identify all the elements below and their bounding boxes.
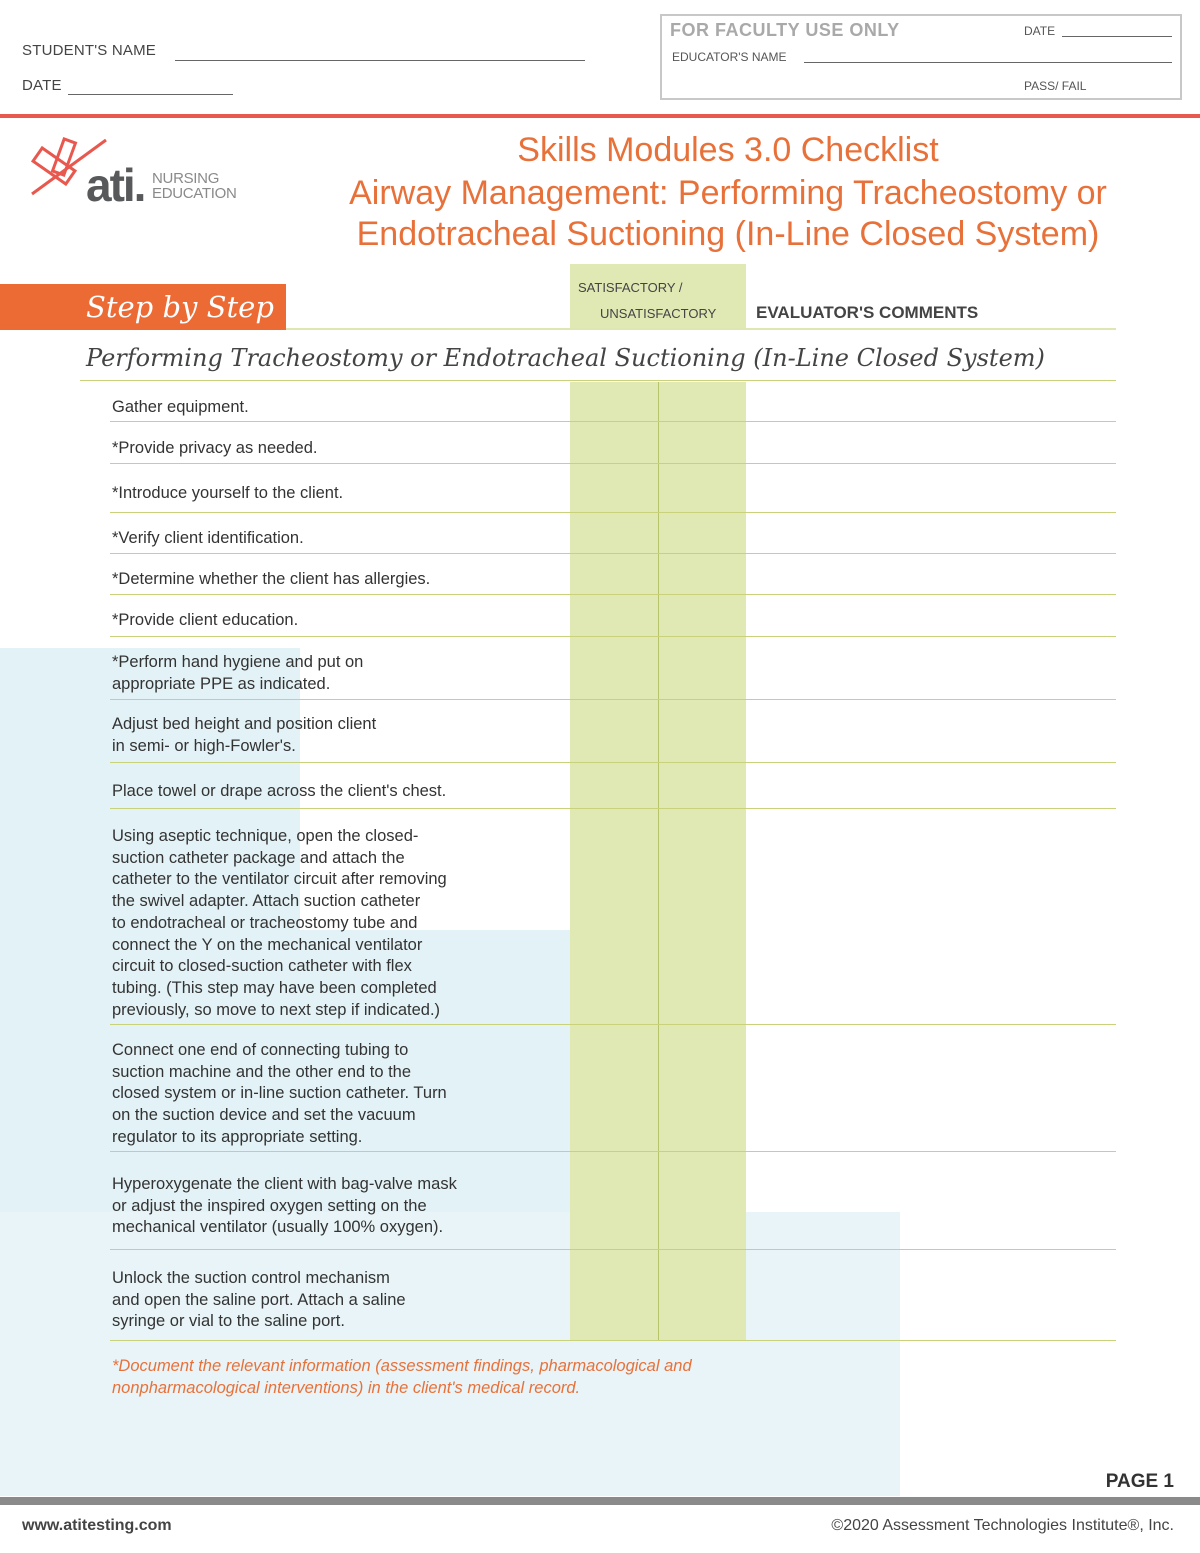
logo-line2: EDUCATION xyxy=(152,185,237,202)
step-text-line: Adjust bed height and position client xyxy=(112,715,377,733)
step-text-line: *Provide privacy as needed. xyxy=(112,439,318,457)
step-text-line: appropriate PPE as indicated. xyxy=(112,674,331,693)
website-link[interactable]: www.atitesting.com xyxy=(22,1517,172,1534)
satisfactory-cell[interactable] xyxy=(570,1024,658,1151)
step-by-step-bar xyxy=(0,284,286,330)
checklist-step xyxy=(112,652,552,695)
step-text-line: mechanical ventilator (usually 100% oxygen). xyxy=(112,1218,444,1237)
step-text-line: *Perform hand hygiene and put on xyxy=(112,653,364,671)
satisfactory-cell[interactable] xyxy=(570,699,658,762)
step-text-line: the swivel adapter. Attach suction catheter xyxy=(112,892,421,911)
evaluator-comment-cell[interactable] xyxy=(746,762,1116,808)
step-text-line: circuit to closed-suction catheter with flex xyxy=(112,957,412,976)
section-underline xyxy=(80,380,1116,381)
note-line1: *Document the relevant information (assessment findings, pharmacological and xyxy=(112,1357,692,1375)
satisfactory-label: SATISFACTORY / xyxy=(578,280,683,295)
documentation-note xyxy=(112,1356,872,1399)
step-text-line: *Introduce yourself to the client. xyxy=(112,484,344,502)
evaluator-comment-cell[interactable] xyxy=(746,421,1116,463)
unsatisfactory-cell[interactable] xyxy=(659,762,746,808)
evaluator-comment-cell[interactable] xyxy=(746,382,1116,421)
evaluator-comments-header: EVALUATOR'S COMMENTS xyxy=(756,303,979,322)
unsatisfactory-cell[interactable] xyxy=(659,808,746,1024)
evaluator-comment-cell[interactable] xyxy=(746,463,1116,512)
copyright-text: ©2020 Assessment Technologies Institute®, Inc. xyxy=(831,1517,1174,1534)
faculty-date-field[interactable] xyxy=(1062,36,1172,37)
evaluator-comment-cell[interactable] xyxy=(746,1024,1116,1151)
title-line2: Airway Management: Performing Tracheostomy or xyxy=(349,174,1107,212)
logo-line1: NURSING xyxy=(152,170,220,187)
evaluator-comment-cell[interactable] xyxy=(746,512,1116,553)
step-text-line: *Determine whether the client has allergies. xyxy=(112,570,431,588)
satisfactory-header xyxy=(570,264,746,330)
checklist-step xyxy=(112,1040,552,1149)
satisfactory-cell[interactable] xyxy=(570,636,658,699)
educator-name-field[interactable] xyxy=(804,62,1172,63)
step-text-line: Using aseptic technique, open the closed- xyxy=(112,827,419,845)
step-text-line: Connect one end of connecting tubing to xyxy=(112,1041,409,1059)
checklist-step xyxy=(112,569,552,591)
footer-divider xyxy=(0,1497,1200,1505)
student-name-label: STUDENT'S NAME xyxy=(22,42,157,59)
evaluator-comment-cell[interactable] xyxy=(746,1249,1116,1340)
unsatisfactory-cell[interactable] xyxy=(659,1249,746,1340)
header-divider xyxy=(0,114,1200,118)
note-line2: nonpharmacological interventions) in the client's medical record. xyxy=(112,1378,581,1397)
unsatisfactory-cell[interactable] xyxy=(659,1151,746,1249)
student-name-field[interactable] xyxy=(175,60,585,61)
section-title: Performing Tracheostomy or Endotracheal Suctioning (In-Line Closed System) xyxy=(86,344,1045,372)
unsatisfactory-cell[interactable] xyxy=(659,594,746,636)
checklist-step xyxy=(112,781,552,803)
checklist-step xyxy=(112,610,552,632)
unsatisfactory-cell[interactable] xyxy=(659,512,746,553)
unsatisfactory-cell[interactable] xyxy=(659,421,746,463)
step-text-line: Gather equipment. xyxy=(112,398,249,416)
checklist-step xyxy=(112,438,552,460)
educator-name-label: EDUCATOR'S NAME xyxy=(672,50,787,64)
step-text-line: *Provide client education. xyxy=(112,611,299,629)
satisfactory-cell[interactable] xyxy=(570,553,658,594)
unsatisfactory-cell[interactable] xyxy=(659,699,746,762)
step-text-line: catheter to the ventilator circuit after removing xyxy=(112,870,447,889)
title-line1: Skills Modules 3.0 Checklist xyxy=(517,131,939,169)
date-label: DATE xyxy=(22,77,62,94)
satisfactory-cell[interactable] xyxy=(570,762,658,808)
title-line3: Endotracheal Suctioning (In-Line Closed System) xyxy=(356,215,1100,253)
step-text-line: syringe or vial to the saline port. xyxy=(112,1312,345,1331)
step-text-line: in semi- or high-Fowler's. xyxy=(112,736,296,755)
logo-subtitle xyxy=(152,171,237,201)
unsatisfactory-cell[interactable] xyxy=(659,382,746,421)
checklist-step xyxy=(112,483,552,505)
unsatisfactory-cell[interactable] xyxy=(659,636,746,699)
satisfactory-cell[interactable] xyxy=(570,1249,658,1340)
row-separator xyxy=(110,1340,1116,1341)
step-text-line: suction catheter package and attach the xyxy=(112,848,405,867)
evaluator-comment-cell[interactable] xyxy=(746,594,1116,636)
step-text-line: closed system or in-line suction catheter. Turn xyxy=(112,1084,447,1103)
checklist-step xyxy=(112,826,552,1021)
step-text-line: *Verify client identification. xyxy=(112,529,304,547)
faculty-title: FOR FACULTY USE ONLY xyxy=(670,20,900,40)
satisfactory-cell[interactable] xyxy=(570,463,658,512)
step-text-line: suction machine and the other end to the xyxy=(112,1062,412,1081)
step-text-line: and open the saline port. Attach a saline xyxy=(112,1290,406,1309)
step-text-line: Unlock the suction control mechanism xyxy=(112,1269,390,1287)
date-field[interactable] xyxy=(68,94,233,95)
unsatisfactory-label: UNSATISFACTORY xyxy=(600,306,717,321)
checklist-step xyxy=(112,1174,552,1239)
satisfactory-cell[interactable] xyxy=(570,421,658,463)
faculty-box xyxy=(660,14,1182,100)
header-underline xyxy=(286,328,1116,330)
satisfactory-cell[interactable] xyxy=(570,594,658,636)
evaluator-comment-cell[interactable] xyxy=(746,553,1116,594)
step-text-line: Place towel or drape across the client's chest. xyxy=(112,782,447,800)
step-text-line: on the suction device and set the vacuum xyxy=(112,1106,416,1125)
step-text-line: or adjust the inspired oxygen setting on the xyxy=(112,1196,427,1215)
logo-brand: ati. xyxy=(86,159,145,211)
checklist-step xyxy=(112,397,552,419)
faculty-date-label: DATE xyxy=(1024,24,1056,38)
checklist-step xyxy=(112,1268,552,1333)
satisfactory-cell[interactable] xyxy=(570,808,658,1024)
evaluator-comment-cell[interactable] xyxy=(746,636,1116,699)
unsatisfactory-cell[interactable] xyxy=(659,553,746,594)
step-by-step-label: Step by Step xyxy=(86,290,274,324)
page-number: PAGE 1 xyxy=(1105,1471,1174,1492)
pass-fail-label: PASS/ FAIL xyxy=(1024,79,1087,93)
step-text-line: regulator to its appropriate setting. xyxy=(112,1127,363,1146)
step-text-line: tubing. (This step may have been completed xyxy=(112,978,437,997)
step-text-line: Hyperoxygenate the client with bag-valve mask xyxy=(112,1175,457,1193)
unsatisfactory-cell[interactable] xyxy=(659,463,746,512)
checklist-step xyxy=(112,528,552,550)
checklist-step xyxy=(112,714,552,757)
satisfactory-cell[interactable] xyxy=(570,512,658,553)
step-text-line: connect the Y on the mechanical ventilator xyxy=(112,935,423,954)
evaluator-comment-cell[interactable] xyxy=(746,1151,1116,1249)
step-text-line: previously, so move to next step if indicated.) xyxy=(112,1000,441,1019)
unsatisfactory-cell[interactable] xyxy=(659,1024,746,1151)
step-text-line: to endotracheal or tracheostomy tube and xyxy=(112,913,418,932)
evaluator-comment-cell[interactable] xyxy=(746,699,1116,762)
satisfactory-cell[interactable] xyxy=(570,382,658,421)
evaluator-comment-cell[interactable] xyxy=(746,808,1116,1024)
satisfactory-cell[interactable] xyxy=(570,1151,658,1249)
